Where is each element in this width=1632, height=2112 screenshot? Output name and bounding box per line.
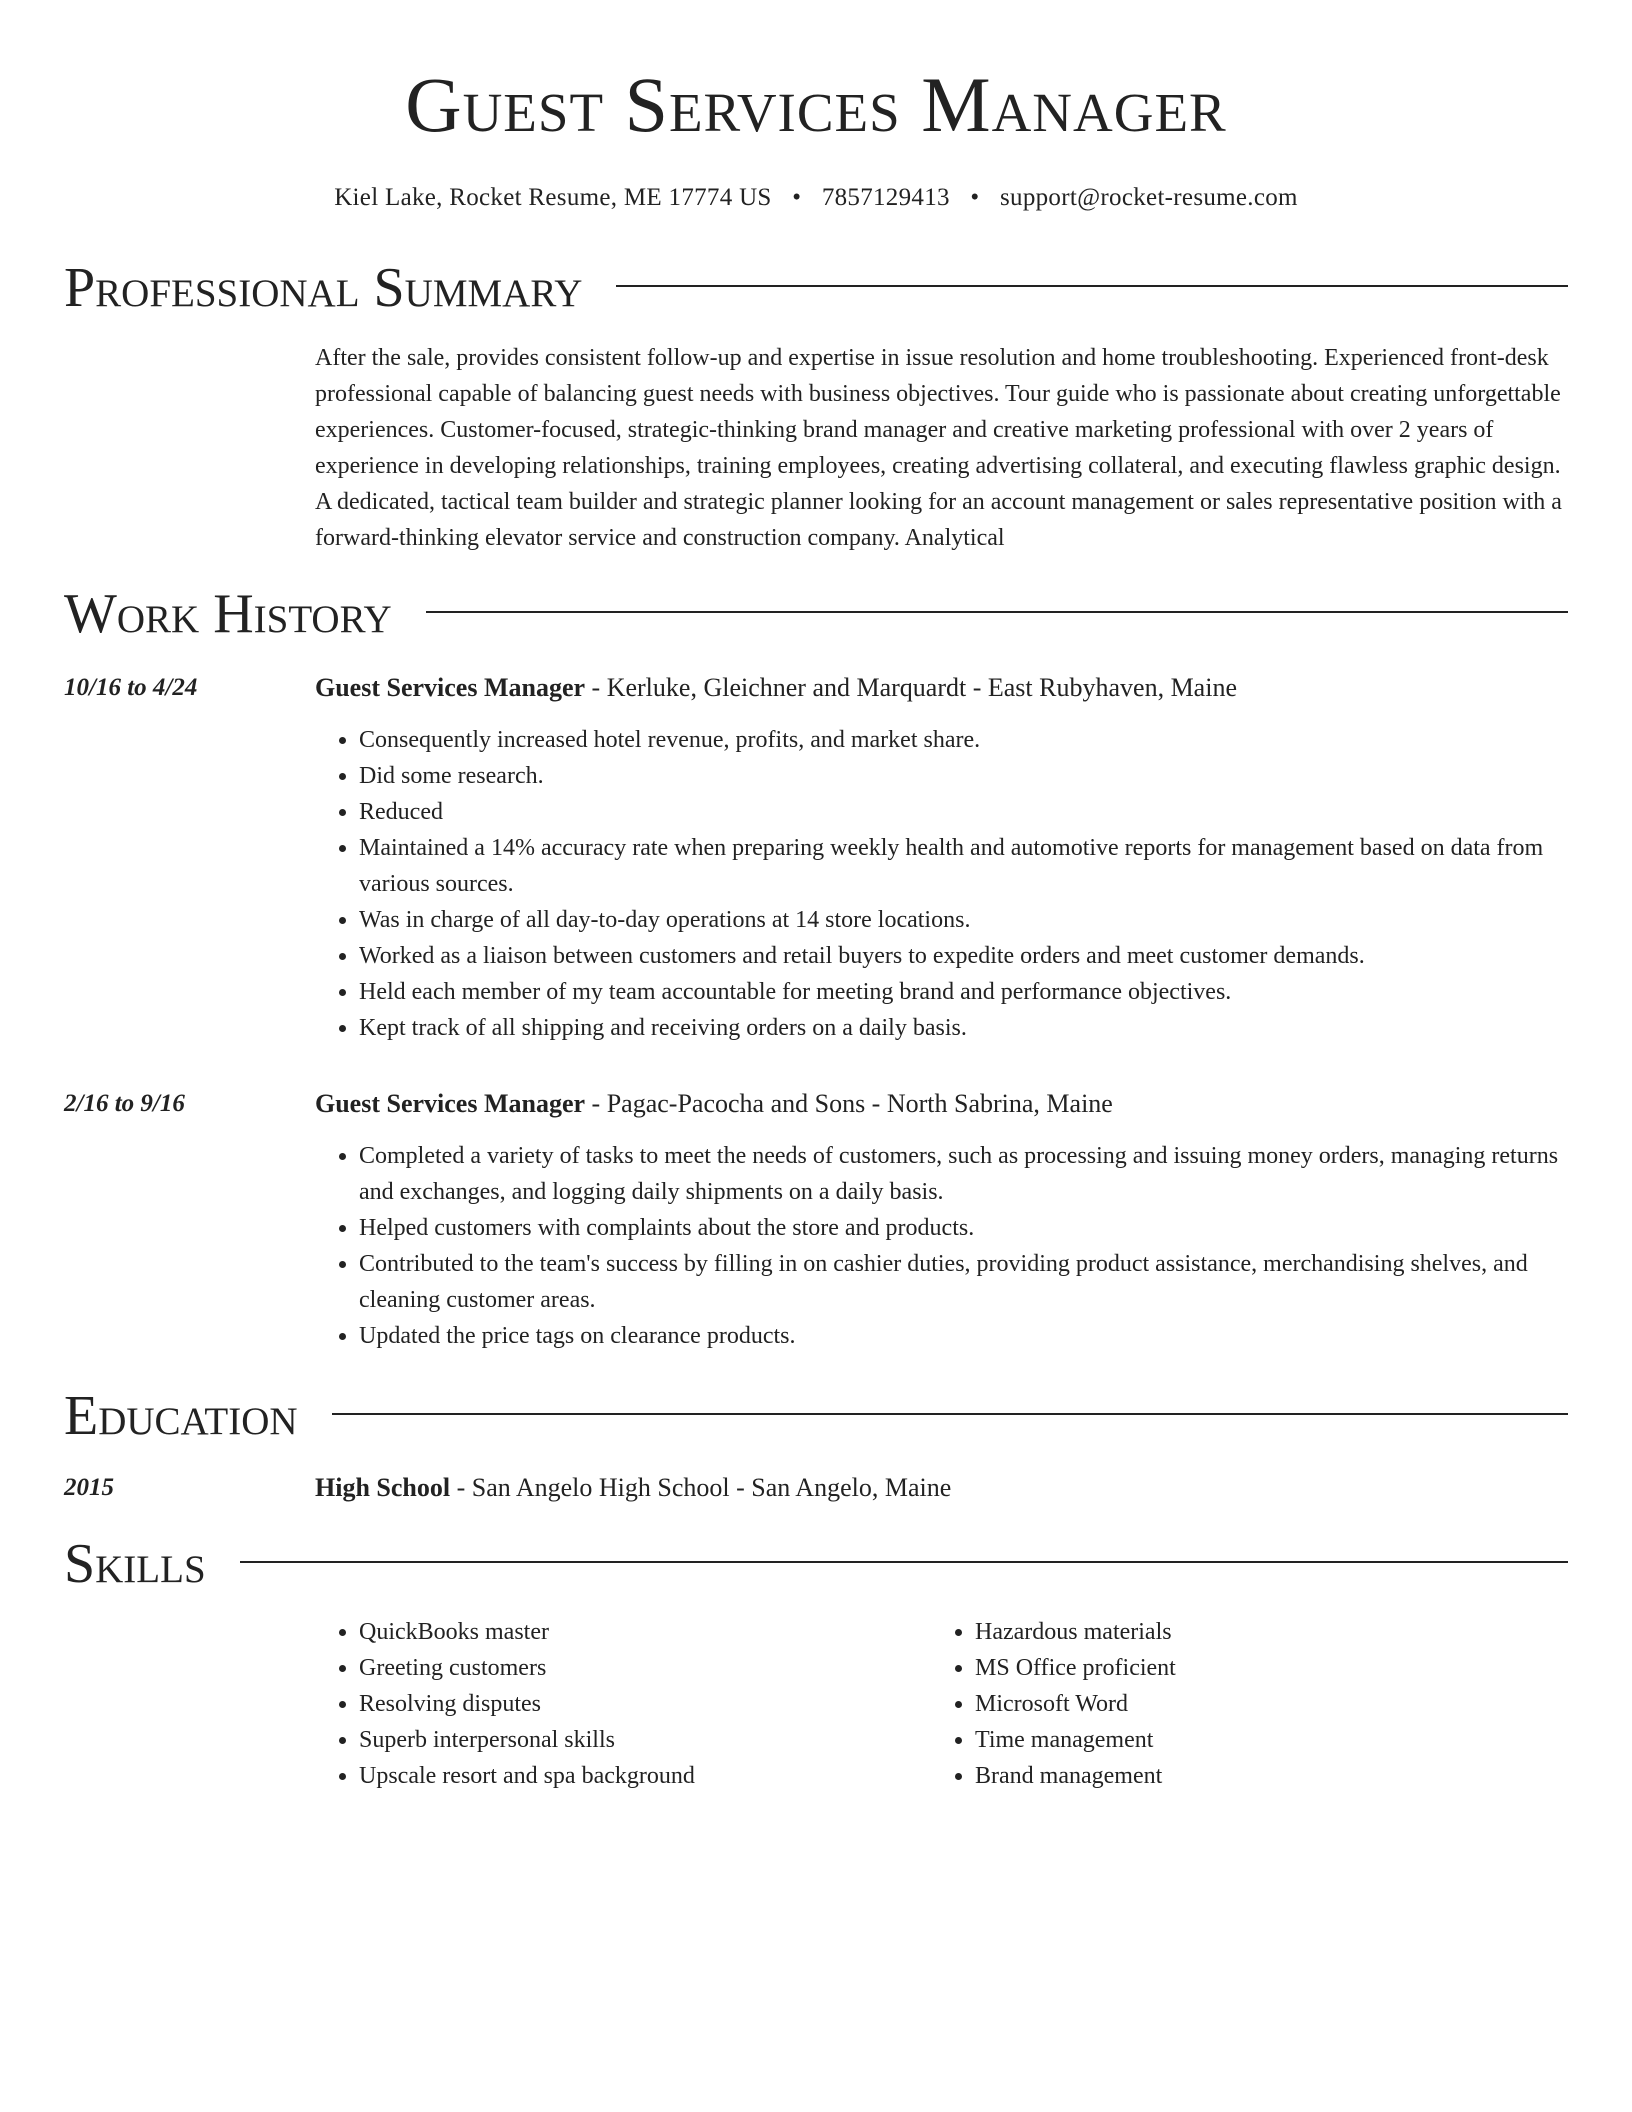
list-item: • Upscale resort and spa background	[359, 1758, 931, 1794]
list-item: • Hazardous materials	[975, 1614, 1547, 1650]
contact-separator: •	[792, 184, 802, 211]
job-content	[315, 1086, 1568, 1354]
work-section-header	[64, 582, 1568, 646]
job-title-line	[315, 670, 1568, 706]
skills-heading: Skills	[64, 1533, 206, 1595]
section-divider	[332, 1413, 1568, 1415]
job-entry	[64, 1086, 1568, 1354]
job-bullets	[315, 1138, 1568, 1354]
section-divider	[616, 285, 1568, 287]
list-item: • Superb interpersonal skills	[359, 1722, 931, 1758]
contact-phone: 7857129413	[821, 184, 950, 211]
section-divider	[240, 1561, 1568, 1563]
list-item: • Did some research.	[359, 758, 1568, 794]
job-title-line	[315, 1086, 1568, 1122]
education-title-line	[315, 1470, 1568, 1506]
list-item: • Worked as a liaison between customers and retail buyers to expedite orders and meet customer demands.	[359, 938, 1568, 974]
skills-list-right	[931, 1614, 1547, 1794]
job-entry	[64, 670, 1568, 1046]
list-item: • Time management	[975, 1722, 1547, 1758]
contact-separator: •	[970, 184, 980, 211]
job-bullets	[315, 722, 1568, 1046]
work-heading: Work History	[64, 583, 392, 645]
list-item: • Microsoft Word	[975, 1686, 1547, 1722]
list-item: • Reduced	[359, 794, 1568, 830]
education-section-header	[64, 1384, 1568, 1448]
education-heading: Education	[64, 1385, 298, 1447]
list-item: • Maintained a 14% accuracy rate when preparing weekly health and automotive reports for management based on data from various sources.	[359, 830, 1568, 902]
contact-line	[64, 184, 1568, 212]
skills-columns	[315, 1614, 1568, 1794]
list-item: • Consequently increased hotel revenue, profits, and market share.	[359, 722, 1568, 758]
list-item: • Kept track of all shipping and receiving orders on a daily basis.	[359, 1010, 1568, 1046]
education-content	[315, 1470, 1568, 1506]
list-item: • Helped customers with complaints about the store and products.	[359, 1210, 1568, 1246]
skills-list-left	[315, 1614, 931, 1794]
job-dates: 2/16 to 9/16	[64, 1090, 185, 1117]
list-item: • MS Office proficient	[975, 1650, 1547, 1686]
contact-email: support@rocket-resume.com	[1000, 184, 1298, 211]
job-content	[315, 670, 1568, 1046]
summary-section-header	[64, 256, 1568, 320]
job-title: Guest Services Manager	[315, 673, 586, 702]
job-dates: 10/16 to 4/24	[64, 674, 198, 701]
list-item: • Updated the price tags on clearance products.	[359, 1318, 1568, 1354]
summary-heading: Professional Summary	[64, 257, 583, 319]
summary-text: After the sale, provides consistent follow-up and expertise in issue resolution and home troubleshooting. Experienced front-desk professional capable of balancing guest needs with business objectives. Tour guide who is passionate about creating unforgettable experiences. Customer-focused, strategic-thinking brand manager and creative marketing professional with over 2 years of experience in developing relationships, training employees, creating advertising collateral, and executing flawless graphic design. A dedicated, tactical team builder and strategic planner looking for an account management or sales representative position with a forward-thinking elevator service and construction company. Analytical	[315, 345, 1562, 551]
list-item: • QuickBooks master	[359, 1614, 931, 1650]
candidate-name: Guest Services Manager	[405, 61, 1227, 148]
job-title: Guest Services Manager	[315, 1089, 586, 1118]
education-degree: High School	[315, 1473, 451, 1502]
list-item: • Completed a variety of tasks to meet the needs of customers, such as processing and issuing money orders, managing returns and exchanges, and logging daily shipments on a daily basis.	[359, 1138, 1568, 1210]
job-employer: - Pagac-Pacocha and Sons - North Sabrina, Maine	[585, 1089, 1113, 1118]
list-item: • Brand management	[975, 1758, 1547, 1794]
education-school: - San Angelo High School - San Angelo, Maine	[450, 1473, 952, 1502]
list-item: • Contributed to the team's success by filling in on cashier duties, providing product assistance, merchandising shelves, and cleaning customer areas.	[359, 1246, 1568, 1318]
skills-section-header	[64, 1532, 1568, 1596]
list-item: • Resolving disputes	[359, 1686, 931, 1722]
section-divider	[426, 611, 1568, 613]
list-item: • Held each member of my team accountable for meeting brand and performance objectives.	[359, 974, 1568, 1010]
contact-address: Kiel Lake, Rocket Resume, ME 17774 US	[334, 184, 772, 211]
education-entry	[64, 1470, 1568, 1506]
education-year: 2015	[64, 1474, 114, 1501]
job-employer: - Kerluke, Gleichner and Marquardt - East Rubyhaven, Maine	[585, 673, 1237, 702]
list-item: • Greeting customers	[359, 1650, 931, 1686]
list-item: • Was in charge of all day-to-day operations at 14 store locations.	[359, 902, 1568, 938]
